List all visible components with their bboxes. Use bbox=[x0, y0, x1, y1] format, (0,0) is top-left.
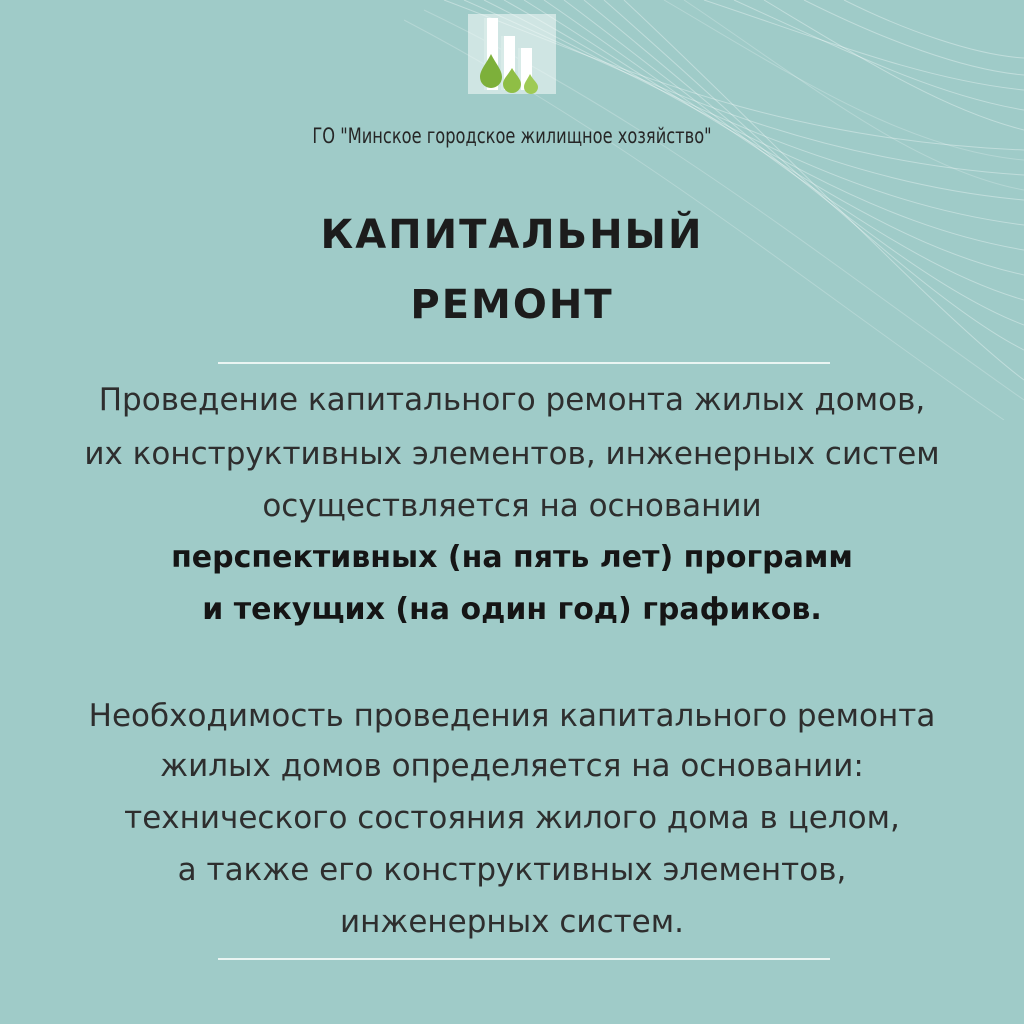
organization-logo bbox=[468, 14, 556, 94]
paragraph-2-line-1: Необходимость проведения капитального ремонта bbox=[88, 698, 936, 734]
divider-top bbox=[218, 362, 830, 364]
page-title-line-2: РЕМОНТ bbox=[410, 282, 614, 328]
organization-name: ГО "Минское городское жилищное хозяйство" bbox=[312, 124, 712, 148]
paragraph-1-line-2: их конструктивных элементов, инженерных систем bbox=[84, 436, 940, 472]
paragraph-1-line-3: осуществляется на основании bbox=[262, 488, 762, 524]
paragraph-2-line-4: а также его конструктивных элементов, bbox=[177, 852, 847, 888]
paragraph-1-line-5: и текущих (на один год) графиков. bbox=[202, 592, 822, 627]
paragraph-2-line-2: жилых домов определяется на основании: bbox=[160, 748, 864, 784]
paragraph-1-line-1: Проведение капитального ремонта жилых домов, bbox=[98, 382, 926, 418]
page-title-line-1: КАПИТАЛЬНЫЙ bbox=[320, 212, 704, 258]
buildings-with-drops-logo-icon bbox=[468, 14, 556, 94]
divider-bottom bbox=[218, 958, 830, 960]
paragraph-2-line-5: инженерных систем. bbox=[340, 904, 684, 940]
paragraph-1-line-4: перспективных (на пять лет) программ bbox=[171, 540, 853, 575]
paragraph-2-line-3: технического состояния жилого дома в целом, bbox=[124, 800, 900, 836]
